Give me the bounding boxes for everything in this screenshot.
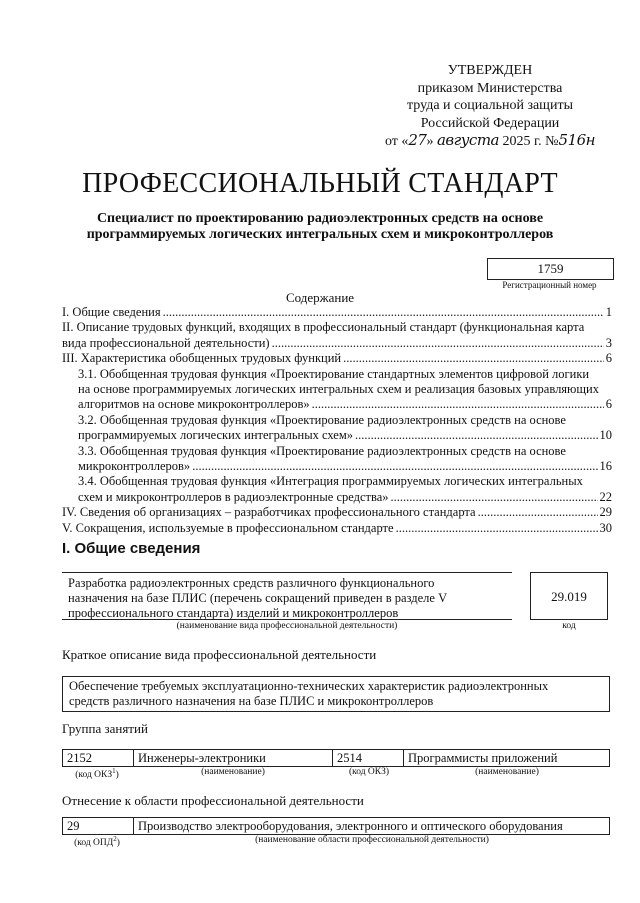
document-title: ПРОФЕССИОНАЛЬНЫЙ СТАНДАРТ bbox=[82, 168, 558, 199]
registration-number-label: Регистрационный номер bbox=[502, 280, 597, 290]
toc-item[interactable]: 3.3. Обобщенная трудовая функция «Проектирование радиоэлектронных средств на основе микроконтроллеров» ..... 16 bbox=[62, 444, 612, 475]
registration-number-box: 1759 bbox=[487, 258, 614, 280]
table-row bbox=[63, 818, 610, 835]
document-subtitle: Специалист по проектированию радиоэлектронных средств на основе программируемых логических интегральных схем и микроконтроллеров bbox=[86, 211, 554, 242]
toc-item[interactable]: 3.4. Обобщенная трудовая функция «Интеграция программируемых логических интегральных схем и микроконтроллеров в радиоэлектронные средства» ..... 22 bbox=[62, 474, 612, 505]
opd-code-caption: (код ОПД$^2$) bbox=[74, 835, 120, 849]
table-row bbox=[63, 750, 610, 767]
toc-item[interactable]: V. Сокращения, используемые в профессиональном стандарте ..... 30 bbox=[62, 521, 612, 536]
approval-month: августа bbox=[436, 131, 499, 149]
professional-area-table bbox=[62, 817, 610, 835]
brief-description-label: Краткое описание вида профессиональной деятельности bbox=[62, 647, 377, 662]
okz-name-cell: Программисты приложений bbox=[404, 750, 610, 767]
toc-item[interactable]: 3.1. Обобщенная трудовая функция «Проектирование стандартных элементов цифровой логики на основе программируемых логических интегральных схем и реализация базовых управляющих алгоритмов на основе микроконтроллеров» ..... 6 bbox=[62, 367, 612, 413]
okz-code-cell: 2152 bbox=[63, 750, 134, 767]
okz-code-cell: 2514 bbox=[333, 750, 404, 767]
activity-name-field: Разработка радиоэлектронных средств различного функционального назначения на базе ПЛИС (перечень сокращений приведен в разделе V профессионального стандарта) изделий и микроконтроллеров bbox=[62, 572, 512, 620]
occupation-group-label: Группа занятий bbox=[62, 721, 148, 736]
approval-day: 27 bbox=[408, 131, 427, 149]
professional-area-label: Отнесение к области профессиональной деятельности bbox=[62, 793, 364, 808]
table-of-contents bbox=[62, 305, 612, 536]
opd-name-cell: Производство электрооборудования, электронного и оптического оборудования bbox=[134, 818, 610, 835]
occupation-group-table bbox=[62, 749, 610, 767]
toc-item[interactable]: 3.2. Обобщенная трудовая функция «Проектирование радиоэлектронных средств на основе программируемых логических интегральных схем» ..... 10 bbox=[62, 413, 612, 444]
okz-code-caption: (код ОКЗ$^1$) bbox=[75, 767, 119, 781]
toc-item[interactable]: I. Общие сведения ..... 1 bbox=[62, 305, 612, 320]
section-heading: I. Общие сведения bbox=[62, 540, 201, 557]
approval-number: 516н bbox=[558, 131, 596, 149]
okz-name-caption: (наименование) bbox=[201, 767, 265, 777]
okz-name-cell: Инженеры-электроники bbox=[134, 750, 333, 767]
approval-date-line: от «27» августа 2025 г. №516н bbox=[384, 131, 596, 149]
brief-description-box: Обеспечение требуемых эксплуатационно-технических характеристик радиоэлектронных средств различного назначения на базе ПЛИС и микроконтроллеров bbox=[62, 676, 610, 712]
approval-block bbox=[370, 62, 610, 151]
approval-line-order: приказом Министерства bbox=[417, 80, 563, 96]
opd-code-cell: 29 bbox=[63, 818, 134, 835]
okz-name-caption: (наименование) bbox=[475, 767, 539, 777]
approval-heading: УТВЕРЖДЕН bbox=[447, 63, 533, 78]
approval-line-country: Российской Федерации bbox=[420, 115, 560, 131]
approval-line-ministry: труда и социальной защиты bbox=[407, 98, 573, 113]
toc-item[interactable]: IV. Сведения об организациях – разработчиках профессионального стандарта ..... 29 bbox=[62, 505, 612, 520]
okz-code-caption: (код ОКЗ) bbox=[348, 767, 390, 777]
activity-code-caption: код bbox=[562, 621, 576, 631]
activity-code-box: 29.019 bbox=[530, 572, 608, 620]
opd-name-caption: (наименование области профессиональной деятельности) bbox=[255, 835, 489, 845]
toc-title: Содержание bbox=[285, 290, 355, 305]
activity-name-caption: (наименование вида профессиональной деятельности) bbox=[176, 621, 398, 631]
toc-item[interactable]: II. Описание трудовых функций, входящих в профессиональный стандарт (функциональная карта вида профессиональной деятельности) ..... 3 bbox=[62, 320, 612, 351]
toc-item[interactable]: III. Характеристика обобщенных трудовых функций ..... 6 bbox=[62, 351, 612, 366]
